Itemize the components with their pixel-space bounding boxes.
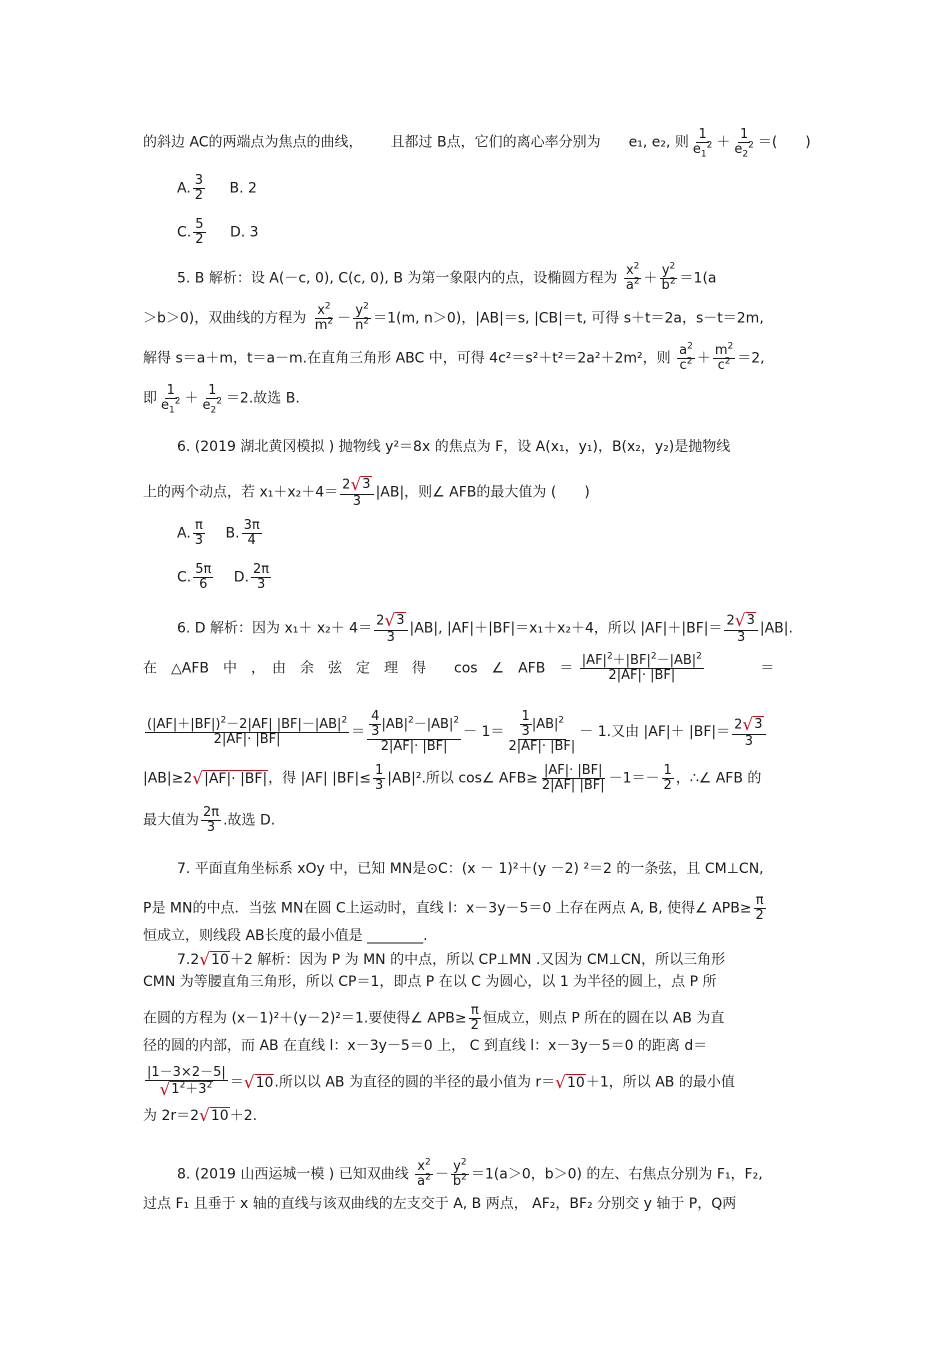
fraction: $\frac{m^2}{c^2}$ (714, 341, 734, 373)
fraction: $\frac{1}{e_1^2}$ (161, 383, 181, 416)
q4-stem-d: ＝( ) (757, 134, 811, 151)
fraction: $\frac{a^2}{c^2}$ (679, 341, 693, 373)
q6-options-cd (177, 563, 273, 592)
text: － 1.又由 |AF|＋ |BF|＝ (579, 724, 731, 740)
q6-options-ab (177, 519, 264, 548)
q4-stem: 的斜边 AC的两端点为焦点的曲线， 且都过 B点，它们的离心率分别为 e₁, e₂, 则 $\frac{1}{e_1^2}$ ＋ $\frac{1}{e_2^2}$ ＝( ) (143, 127, 811, 160)
a7-line1 (177, 950, 725, 970)
fraction: $\frac{(|AF|+|BF|)^2-2|AF| |BF|-|AB|^2}{2|AF|\cdot |BF|}$ (147, 715, 348, 747)
fraction: $\frac{3\pi}{4}$ (243, 518, 260, 548)
sqrt: √ 3 (384, 611, 405, 631)
sqrt: √ 3 (742, 714, 763, 735)
text: ，∴∠ AFB 的 (675, 770, 762, 787)
fraction: $\frac{y^2}{n^2}$ (355, 301, 370, 333)
fraction: $\frac{1}{e_2^2}$ (734, 127, 754, 160)
text: ＝1(a (679, 270, 717, 287)
fraction: $\frac{1}{3}$ $|AB|^2$ 2|AF|· |BF| (508, 709, 576, 754)
fraction: $\frac{\pi}{2}$ (755, 893, 764, 923)
fraction: $\frac{1}{e_2^2}$ (202, 383, 222, 416)
fraction: 2 √ 3 3 (374, 612, 407, 645)
fraction: $\frac{2\pi}{3}$ (253, 562, 270, 592)
text: |AB|. (759, 620, 793, 637)
text: 8. (2019 山西运城一模 ) 已知双曲线 (177, 1166, 409, 1183)
fraction: $\frac{y^2}{b^2}$ (452, 1157, 467, 1189)
a6-line5 (143, 806, 275, 835)
q4-stem-b: 且都过 B点，它们的离心率分别为 (390, 134, 601, 151)
sqrt: √ 3 (734, 611, 755, 631)
option-label: D. (233, 569, 250, 586)
fraction: $\frac{1}{2}$ (663, 763, 672, 793)
sqrt: √ |AF|· |BF| (192, 768, 268, 789)
text: ＋2 解析：因为 P 为 MN 的中点，所以 CP⊥MN .又因为 CM⊥CN，所以三角形 (229, 952, 726, 968)
text: 7.2 (177, 952, 200, 968)
a7-line4 (143, 1036, 707, 1056)
text: 过点 F₁ 且垂于 x 轴的直线与该双曲线的左支交于 A, B 两点， AF₂，BF₂ 分别交 y 轴于 P，Q两 (143, 1196, 737, 1212)
text: 上的两个动点，若 x₁＋x₂＋4＝ (143, 484, 339, 501)
text: ＝ (760, 660, 775, 677)
a5-line4: 即 $\frac{1}{e_1^2}$ ＋ $\frac{1}{e_2^2}$ ＝2.故选 B. (143, 383, 300, 416)
sqrt: √ 10 (243, 1072, 274, 1093)
q6-line1 (177, 437, 730, 457)
a5-line3: 解得 s＝a＋m，t＝a－m.在直角三角形 ABC 中，可得 4c²＝s²＋t²＝2a²＋2m²，则 $\frac{a^2}{c^2}$ ＋ $\frac{m^2}{c^2}$ ＝2, (143, 341, 765, 373)
option-label: A. (177, 180, 191, 197)
text: － 1＝ (463, 724, 505, 740)
text: 径的圆的内部，而 AB 在直线 l：x－3y－5＝0 上， C 到直线 l：x－3y－5＝0 的距离 d＝ (143, 1038, 708, 1054)
text: CMN 为等腰直角三角形，所以 CP＝1，即点 P 在以 C 为圆心，以 1 为半径的圆上，点 P 所 (143, 974, 717, 990)
a6-line1 (177, 612, 793, 645)
a7-line3 (143, 1004, 724, 1033)
text: ，得 |AF| |BF|≤ (268, 770, 371, 787)
fraction: $\frac{y^2}{b^2}$ (661, 261, 676, 293)
text: －1＝－ (608, 770, 660, 787)
a7-line6 (143, 1106, 257, 1126)
text: 在圆的方程为 (x－1)²＋(y－2)²＝1.要使得∠ APB≥ (143, 1010, 467, 1027)
text: ＝2.故选 B. (225, 390, 300, 407)
option-label: B. (225, 525, 240, 542)
text: 恒成立，则线段 AB长度的最小值是 ________. (143, 928, 428, 944)
option-label: D. (229, 224, 246, 241)
text: 7. 平面直角坐标系 xOy 中，已知 MN是⊙C：(x － 1)²＋(y －2) ²＝2 的一条弦，且 CM⊥CN, (177, 861, 764, 877)
text: ＋1，所以 AB 的最小值 (585, 1074, 735, 1091)
text: ＝ (229, 1074, 244, 1091)
sqrt: √ 3 (350, 475, 371, 495)
text: .故选 D. (223, 812, 276, 829)
text: 解得 s＝a＋m，t＝a－m.在直角三角形 ABC 中，可得 4c²＝s²＋t²＝2a²＋2m²，则 (143, 350, 671, 367)
q7-line2 (143, 894, 768, 923)
q7-line3 (143, 926, 428, 946)
q7-line1 (177, 859, 764, 879)
fraction: $\frac{3}{2}$ (194, 173, 204, 203)
q6-line2 (143, 476, 590, 509)
a7-line5 (143, 1066, 735, 1099)
q4-stem-c: e₁, e₂, 则 (628, 134, 689, 151)
fraction: 2 √ 3 3 (732, 716, 765, 749)
sqrt: √ 10 (199, 1106, 229, 1126)
fraction: $\frac{4}{3}$ $|AB|^2-|AB|^2$ 2|AF|· |BF| (367, 710, 461, 754)
text: P是 MN的中点．当弦 MN在圆 C上运动时，直线 l：x－3y－5＝0 上存在两点 A, B, 使得∠ APB≥ (143, 900, 752, 917)
a6-line4 (143, 764, 761, 793)
text: |AB|≥2 (143, 770, 193, 787)
fraction: $\frac{5\pi}{6}$ (195, 562, 212, 592)
a6-line3: $\frac{(|AF|+|BF|)^2-2|AF| |BF|-|AB|^2}{2|AF|\cdot |BF|}$ ＝ $\frac{4}{3}$ $|AB|^2-|AB|^2$ 2|AF|· |BF| － 1＝ $\frac{1}{3}$ $|AB|^2$ 2|AF|· |BF| － 1.又由 |AF|＋ |BF|＝ 2 √ 3 3 (143, 710, 768, 754)
text: |AB|².所以 cos∠ AFB≥ (387, 770, 538, 787)
text: 6. D 解析：因为 x₁＋ x₂＋ 4＝ (177, 620, 373, 637)
text: |AB|，则∠ AFB的最大值为 ( ) (375, 484, 590, 501)
text: 最大值为 (143, 812, 199, 829)
text: ＞b＞0)，双曲线的方程为 (143, 310, 307, 327)
fraction: $\frac{x^2}{a^2}$ (417, 1157, 431, 1189)
option-label: C. (177, 569, 192, 586)
a6-line2 (143, 651, 775, 683)
q4-option-a (177, 174, 257, 203)
text: 即 (143, 390, 157, 407)
option-label: C. (177, 224, 192, 241)
option-value: 2 (248, 180, 257, 197)
text: ＝1(m, n＞0)，|AB|＝s, |CB|＝t, 可得 s＋t＝2a，s－t＝2m, (373, 310, 764, 327)
text: ＝1(a＞0，b＞0) 的左、右焦点分别为 F₁，F₂, (470, 1166, 763, 1183)
option-value: 3 (249, 224, 259, 241)
text: 6. (2019 湖北黄冈模拟 ) 抛物线 y²＝8x 的焦点为 F，设 A(x₁，y₁)，B(x₂，y₂)是抛物线 (177, 439, 731, 455)
fraction: $\frac{\pi}{3}$ (194, 518, 204, 548)
fraction: $\frac{\pi}{2}$ (470, 1003, 479, 1033)
fraction: $\frac{x^2}{a^2}$ (625, 261, 640, 293)
text: 恒成立，则点 P 所在的圆在以 AB 为直 (482, 1010, 725, 1027)
text: 为 2r＝2 (143, 1108, 200, 1124)
fraction: $\frac{|AF|\cdot |BF|}{2|AF| |BF|}$ (541, 763, 605, 793)
a5-line1: 5. B 解析：设 A(－c, 0), C(c, 0), B 为第一象限内的点，设椭圆方程为 $\frac{x^2}{a^2}$ ＋ $\frac{y^2}{b^2}$ ＝1(a (177, 261, 717, 293)
fraction: $\frac{1}{3}$ (374, 763, 384, 793)
sqrt: √ 10 (199, 950, 229, 970)
fraction: $\frac{|AF|^2+|BF|^2-|AB|^2}{2|AF|\cdot |BF|}$ (581, 651, 702, 683)
fraction: $\frac{5}{2}$ (195, 217, 204, 247)
fraction: $\frac{x^2}{m^2}$ (314, 301, 334, 333)
fraction: |1－3×2－5| √ $1^2+3^2$ (147, 1065, 226, 1100)
fraction: 2 √ 3 3 (724, 612, 757, 645)
q4-stem-a: 的斜边 AC的两端点为焦点的曲线， (143, 134, 363, 151)
text: |AB|, |AF|＋|BF|＝x₁＋x₂＋4，所以 |AF|＋|BF|＝ (409, 620, 723, 637)
fraction: $\frac{1}{e_1^2}$ (692, 127, 713, 160)
text: 在 △AFB 中 ， 由 余 弦 定 理 得 cos ∠ AFB ＝ (143, 660, 574, 677)
sqrt: √ 10 (555, 1072, 585, 1093)
q8-line2 (143, 1194, 736, 1214)
q4-option-c (177, 218, 259, 247)
option-label: A. (177, 525, 191, 542)
a7-line2 (143, 972, 717, 992)
text: ＋2. (229, 1108, 258, 1124)
text: ＝2, (737, 350, 765, 367)
text: 5. B 解析：设 A(－c, 0), C(c, 0), B 为第一象限内的点，设椭圆方程为 (177, 270, 618, 287)
fraction: 2 √ 3 3 (340, 476, 373, 509)
a5-line2: ＞b＞0)，双曲线的方程为 $\frac{x^2}{m^2}$ － $\frac{y^2}{n^2}$ ＝1(m, n＞0)，|AB|＝s, |CB|＝t, 可得 s＋t＝2a，s－t＝2m, (143, 301, 764, 333)
fraction: $\frac{2\pi}{3}$ (203, 805, 220, 835)
q8-line1: 8. (2019 山西运城一模 ) 已知双曲线 $\frac{x^2}{a^2}$ － $\frac{y^2}{b^2}$ ＝1(a＞0，b＞0) 的左、右焦点分别为 F₁，F₂, (177, 1157, 763, 1189)
text: .所以以 AB 为直径的圆的半径的最小值为 r＝ (274, 1074, 556, 1091)
option-label: B. (229, 180, 244, 197)
